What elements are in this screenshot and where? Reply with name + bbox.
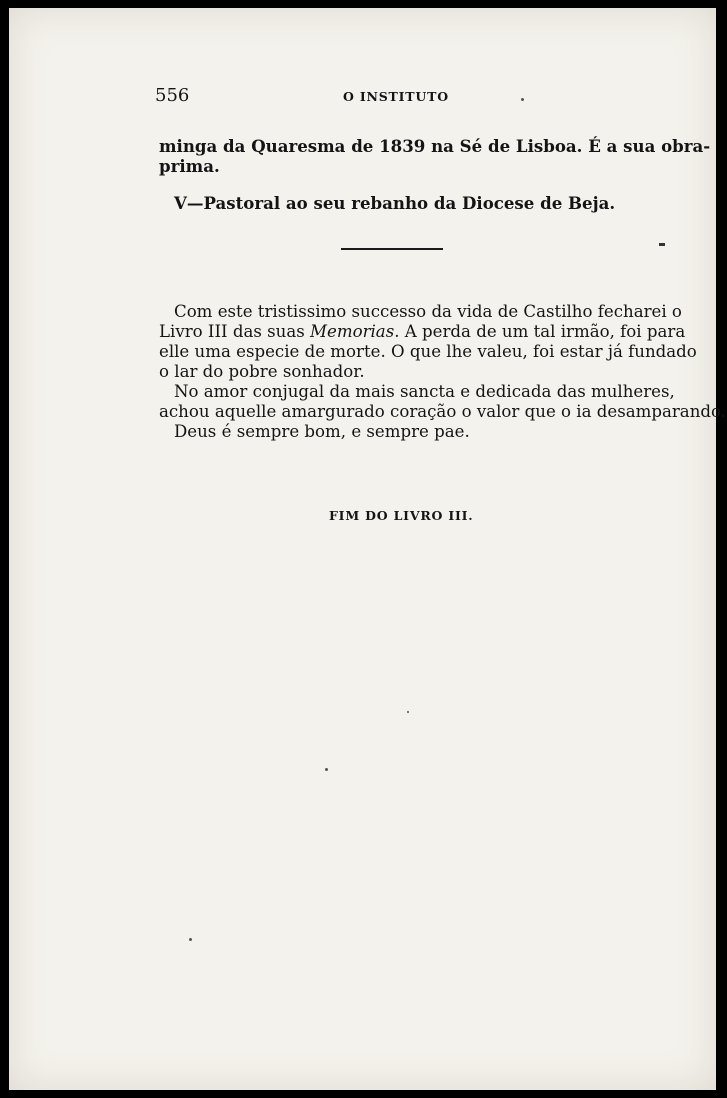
text-line: prima.: [159, 156, 220, 176]
text-line: No amor conjugal da mais sancta e dedicada das mulheres,: [174, 382, 675, 401]
text-line: o lar do pobre sonhador.: [159, 362, 365, 381]
text-line: elle uma especie de morte. O que lhe valeu, foi estar já fundado: [159, 342, 697, 361]
text-fragment: . A perda de um tal irmão, foi para: [394, 322, 686, 341]
closing-paragraph: [159, 302, 726, 442]
text-line: Deus é sempre bom, e sempre pae.: [174, 422, 470, 441]
paragraph-continuation: [159, 136, 711, 176]
scan-speck: [325, 768, 328, 771]
page-number: 556: [155, 85, 190, 106]
scan-speck: [407, 711, 409, 713]
text-line: minga da Quaresma de 1839 na Sé de Lisboa. É a sua obra-: [159, 136, 711, 156]
running-title: O INSTITUTO: [343, 89, 449, 104]
scan-edge-mark: [659, 243, 665, 246]
section-divider: [341, 248, 443, 250]
book-page: [9, 8, 726, 1090]
text-fragment: Livro III das suas: [159, 322, 311, 341]
text-line-with-italic: [159, 322, 686, 342]
book-title-italic: Memorias: [310, 322, 395, 341]
list-item-v: V—Pastoral ao seu rebanho da Diocese de Beja.: [174, 193, 616, 213]
scan-speck: [521, 98, 524, 101]
scan-speck: [189, 938, 192, 941]
text-line: achou aquelle amargurado coração o valor que o ia desamparando.: [159, 402, 726, 421]
text-line: Com este tristissimo successo da vida de Castilho fecharei o: [174, 302, 682, 321]
end-of-book-marker: FIM DO LIVRO III.: [329, 508, 474, 523]
